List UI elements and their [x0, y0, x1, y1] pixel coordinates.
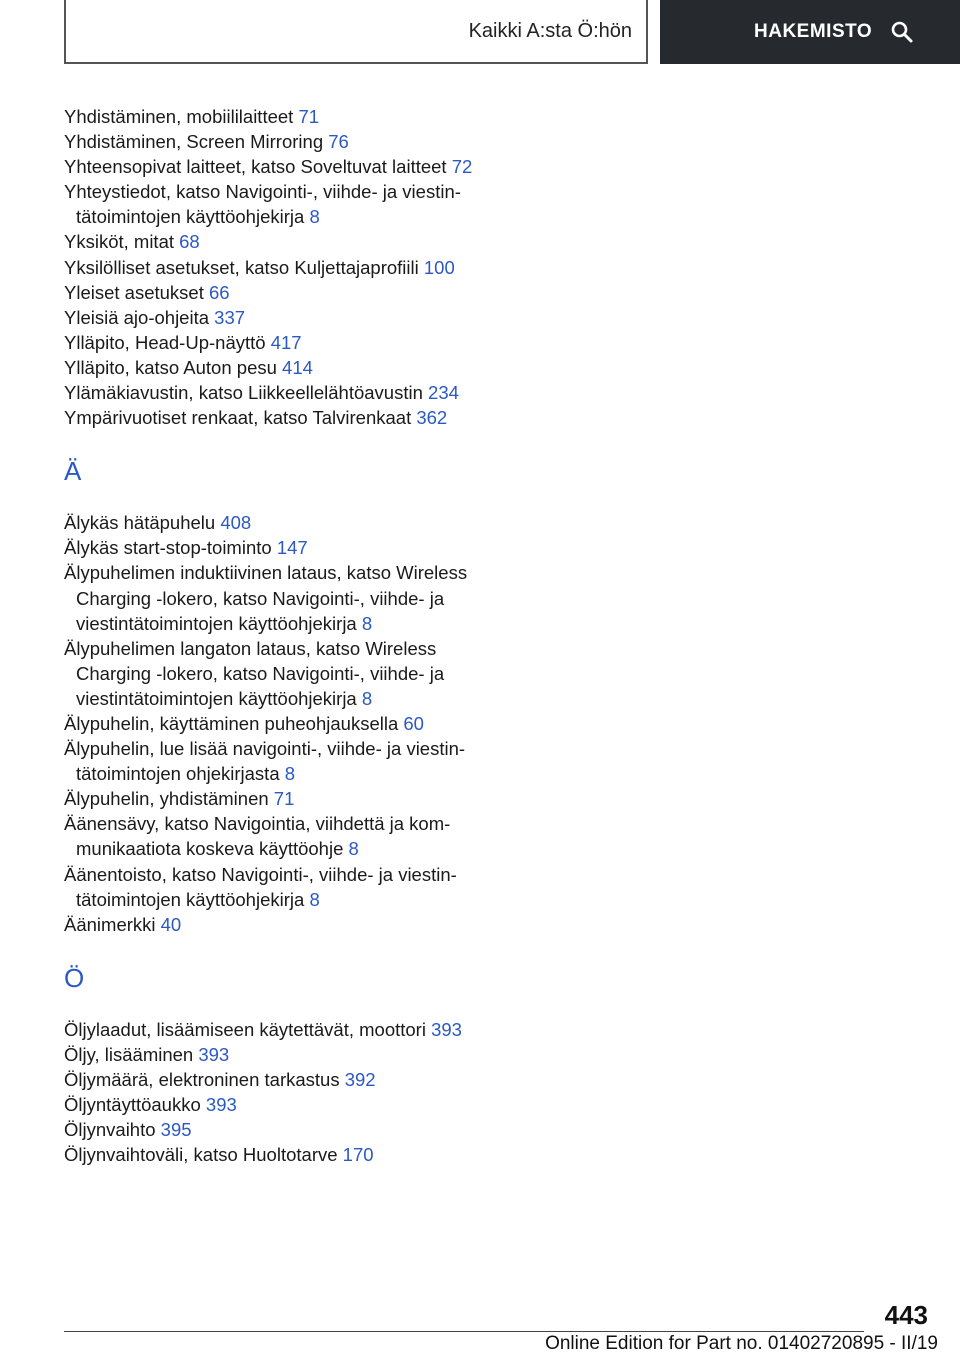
index-entry [64, 154, 484, 179]
page-reference-link[interactable]: 8 [361, 687, 373, 709]
page-reference-link[interactable]: 100 [423, 256, 455, 278]
page-reference-link[interactable]: 417 [270, 331, 302, 353]
page-reference-link[interactable]: 8 [309, 888, 320, 910]
page-reference-link[interactable]: 71 [273, 788, 295, 810]
index-entry-text: Älypuhelin, käyttäminen puheohjauksella [64, 712, 399, 734]
index-entry-text: Ylläpito, katso Auton pesu [64, 356, 277, 378]
index-entry [64, 912, 484, 937]
page-reference-link[interactable]: 8 [309, 206, 320, 228]
index-entry-text: Ylläpito, Head-Up-näyttö [64, 331, 266, 353]
index-entry-text: Yleisiä ajo-ohjeita [64, 306, 210, 328]
page-reference-link[interactable]: 8 [348, 838, 359, 860]
index-entry-text: Yksilölliset asetukset, katso Kuljettajaprofiili [64, 256, 419, 278]
page-reference-link[interactable]: 408 [220, 512, 252, 534]
page-reference-link[interactable]: 337 [214, 306, 246, 328]
section-letter: Ä [64, 456, 82, 487]
page-reference-link[interactable]: 71 [298, 106, 320, 127]
page-reference-link[interactable]: 170 [342, 1144, 374, 1166]
page-reference-link[interactable]: 234 [428, 382, 459, 404]
index-entry-text: Älypuhelimen induktiivinen lataus, katso Wireless Charging -lokero, katso Navigointi-, viihde- ja viestintätoimintojen käyttöohjekirja [64, 562, 468, 634]
index-tab[interactable] [660, 0, 960, 64]
index-entry [64, 636, 484, 711]
page-reference-link[interactable]: 393 [198, 1043, 230, 1065]
index-entry-text: Ympärivuotiset renkaat, katso Talvirenkaat [64, 407, 412, 429]
index-entry-text: Älypuhelin, lue lisää navigointi-, viihde- ja viestintätoimintojen ohjekirjasta [64, 738, 466, 785]
index-entry-text: Yhdistäminen, mobiililaitteet [64, 106, 294, 127]
page-reference-link[interactable]: 76 [328, 131, 349, 153]
index-entry-text: Öljy, lisääminen [64, 1043, 194, 1065]
index-entry [64, 1117, 484, 1142]
index-entry [64, 711, 484, 736]
page-reference-link[interactable]: 60 [403, 712, 424, 734]
page-reference-link[interactable]: 72 [451, 156, 473, 178]
index-entry [64, 510, 484, 535]
index-entry [64, 786, 484, 811]
index-entry [64, 1042, 484, 1067]
index-entry-text: Äänensävy, katso Navigointia, viihdettä ja kommunikaatiota koskeva käyttöohje [64, 813, 451, 860]
page-reference-link[interactable]: 66 [209, 281, 230, 303]
search-icon[interactable] [890, 20, 914, 44]
index-entry-text: Öljynvaihto [64, 1119, 156, 1141]
index-title[interactable]: HAKEMISTO [754, 21, 873, 42]
index-entry [64, 104, 484, 129]
index-entry [64, 305, 484, 330]
section-letter: Ö [64, 962, 85, 993]
page-reference-link[interactable]: 362 [416, 407, 448, 429]
breadcrumb[interactable]: Kaikki A:sta Ö:hön [468, 19, 632, 42]
index-entry [64, 330, 484, 355]
footer-divider [64, 1331, 864, 1332]
index-entry [64, 811, 484, 861]
page-reference-link[interactable]: 147 [276, 537, 308, 559]
index-entry-text: Öljylaadut, lisäämiseen käytettävät, moottori [64, 1018, 426, 1040]
index-entry-text: Yhteystiedot, katso Navigointi-, viihde- ja viestintätoimintojen käyttöohjekirja [64, 181, 461, 228]
index-entry [64, 736, 484, 786]
page-reference-link[interactable]: 393 [205, 1094, 237, 1116]
index-entry [64, 380, 484, 405]
index-entry [64, 280, 484, 305]
index-entry [64, 1067, 484, 1092]
index-entry-text: Älypuhelimen langaton lataus, katso Wireless Charging -lokero, katso Navigointi-, viihde- ja viestintätoimintojen käyttöohjekirja [64, 637, 445, 709]
breadcrumb-tab[interactable] [64, 0, 648, 64]
index-entry [64, 1092, 484, 1117]
index-entry [64, 535, 484, 560]
index-entry-text: Yksiköt, mitat [64, 231, 174, 253]
index-entry-text: Äänimerkki [64, 913, 156, 935]
index-entry-text: Öljyntäyttöaukko [64, 1094, 201, 1116]
index-entry-text: Öljymäärä, elektroninen tarkastus [64, 1069, 340, 1090]
page-reference-link[interactable]: 395 [160, 1119, 192, 1141]
page-reference-link[interactable]: 8 [284, 763, 296, 785]
index-entry [64, 862, 484, 912]
index-entry-text: Ylämäkiavustin, katso Liikkeellelähtöavustin [64, 382, 423, 404]
index-entry [64, 129, 484, 154]
index-entry [64, 560, 484, 635]
index-entry-text: Öljynvaihtoväli, katso Huoltotarve [64, 1144, 338, 1166]
index-entry [64, 179, 484, 229]
index-entry-text: Älykäs hätäpuhelu [64, 512, 216, 534]
index-entry [64, 405, 484, 430]
index-entry-text: Yhteensopivat laitteet, katso Soveltuvat laitteet [64, 156, 447, 178]
index-entry-text: Yhdistäminen, Screen Mirroring [64, 131, 324, 153]
page-reference-link[interactable]: 392 [344, 1069, 376, 1090]
index-entry [64, 1142, 484, 1167]
index-entry-text: Älykäs start-stop-toiminto [64, 537, 272, 559]
index-entry-text: Älypuhelin, yhdistäminen [64, 788, 269, 810]
page-reference-link[interactable]: 8 [361, 612, 373, 634]
index-entry [64, 255, 484, 280]
page-reference-link[interactable]: 393 [431, 1018, 462, 1040]
index-entry [64, 355, 484, 380]
page-number: 443 [884, 1300, 928, 1330]
index-entry [64, 229, 484, 254]
index-entry-text: Yleiset asetukset [64, 281, 204, 303]
index-entry-text: Äänentoisto, katso Navigointi-, viihde- ja viestintätoimintojen käyttöohjekirja [64, 863, 457, 910]
page-reference-link[interactable]: 68 [179, 231, 200, 253]
page-reference-link[interactable]: 40 [160, 913, 182, 935]
index-entries [64, 104, 484, 1167]
footer-edition: Online Edition for Part no. 01402720895 - II/19 [545, 1333, 938, 1354]
page-reference-link[interactable]: 414 [282, 356, 313, 378]
index-entry [64, 1017, 484, 1042]
